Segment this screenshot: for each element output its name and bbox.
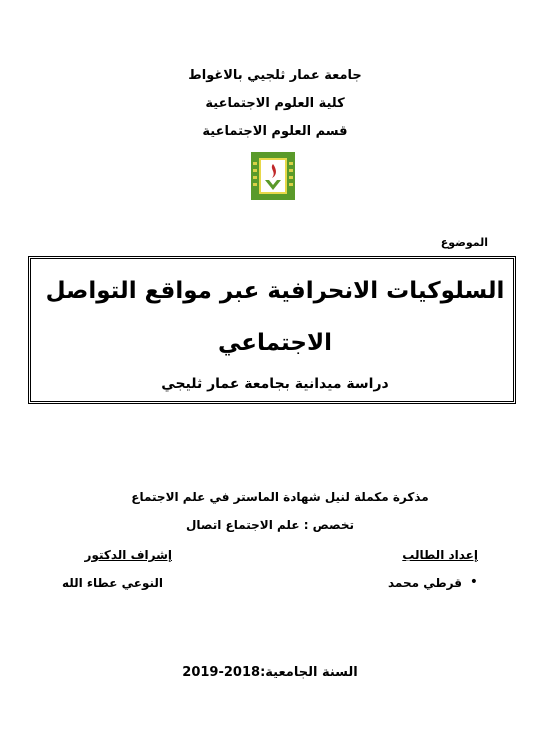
specialization: تخصص : علم الاجتماع اتصال [185, 518, 355, 532]
supervisor-label: إشراف الدكتور [84, 548, 172, 562]
thesis-title-line1: السلوكيات الانحرافية عبر مواقع التواصل [45, 278, 505, 304]
university-logo-icon [251, 152, 295, 200]
academic-year: السنة الجامعية:2018-2019 [182, 665, 358, 680]
bullet-icon: • [469, 574, 478, 590]
subject-label: الموضوع [440, 236, 488, 249]
department-name: قسم العلوم الاجتماعية [202, 124, 348, 139]
prepared-by-label: إعداد الطالب [402, 548, 478, 562]
thesis-subtitle: دراسة ميدانية بجامعة عمار ثليجي [161, 376, 389, 392]
university-name: جامعة عمار ثلجيي بالاغواط [188, 68, 362, 83]
supervisor-name: النوعي عطاء الله [61, 576, 163, 590]
university-logo [251, 152, 295, 200]
faculty-name: كلية العلوم الاجتماعية [205, 96, 345, 111]
thesis-title-line2: الاجتماعي [217, 330, 332, 356]
memo-description: مذكرة مكملة لنيل شهادة الماستر في علم الاجتماع [131, 490, 429, 504]
student-name: قرطي محمد [388, 576, 462, 590]
